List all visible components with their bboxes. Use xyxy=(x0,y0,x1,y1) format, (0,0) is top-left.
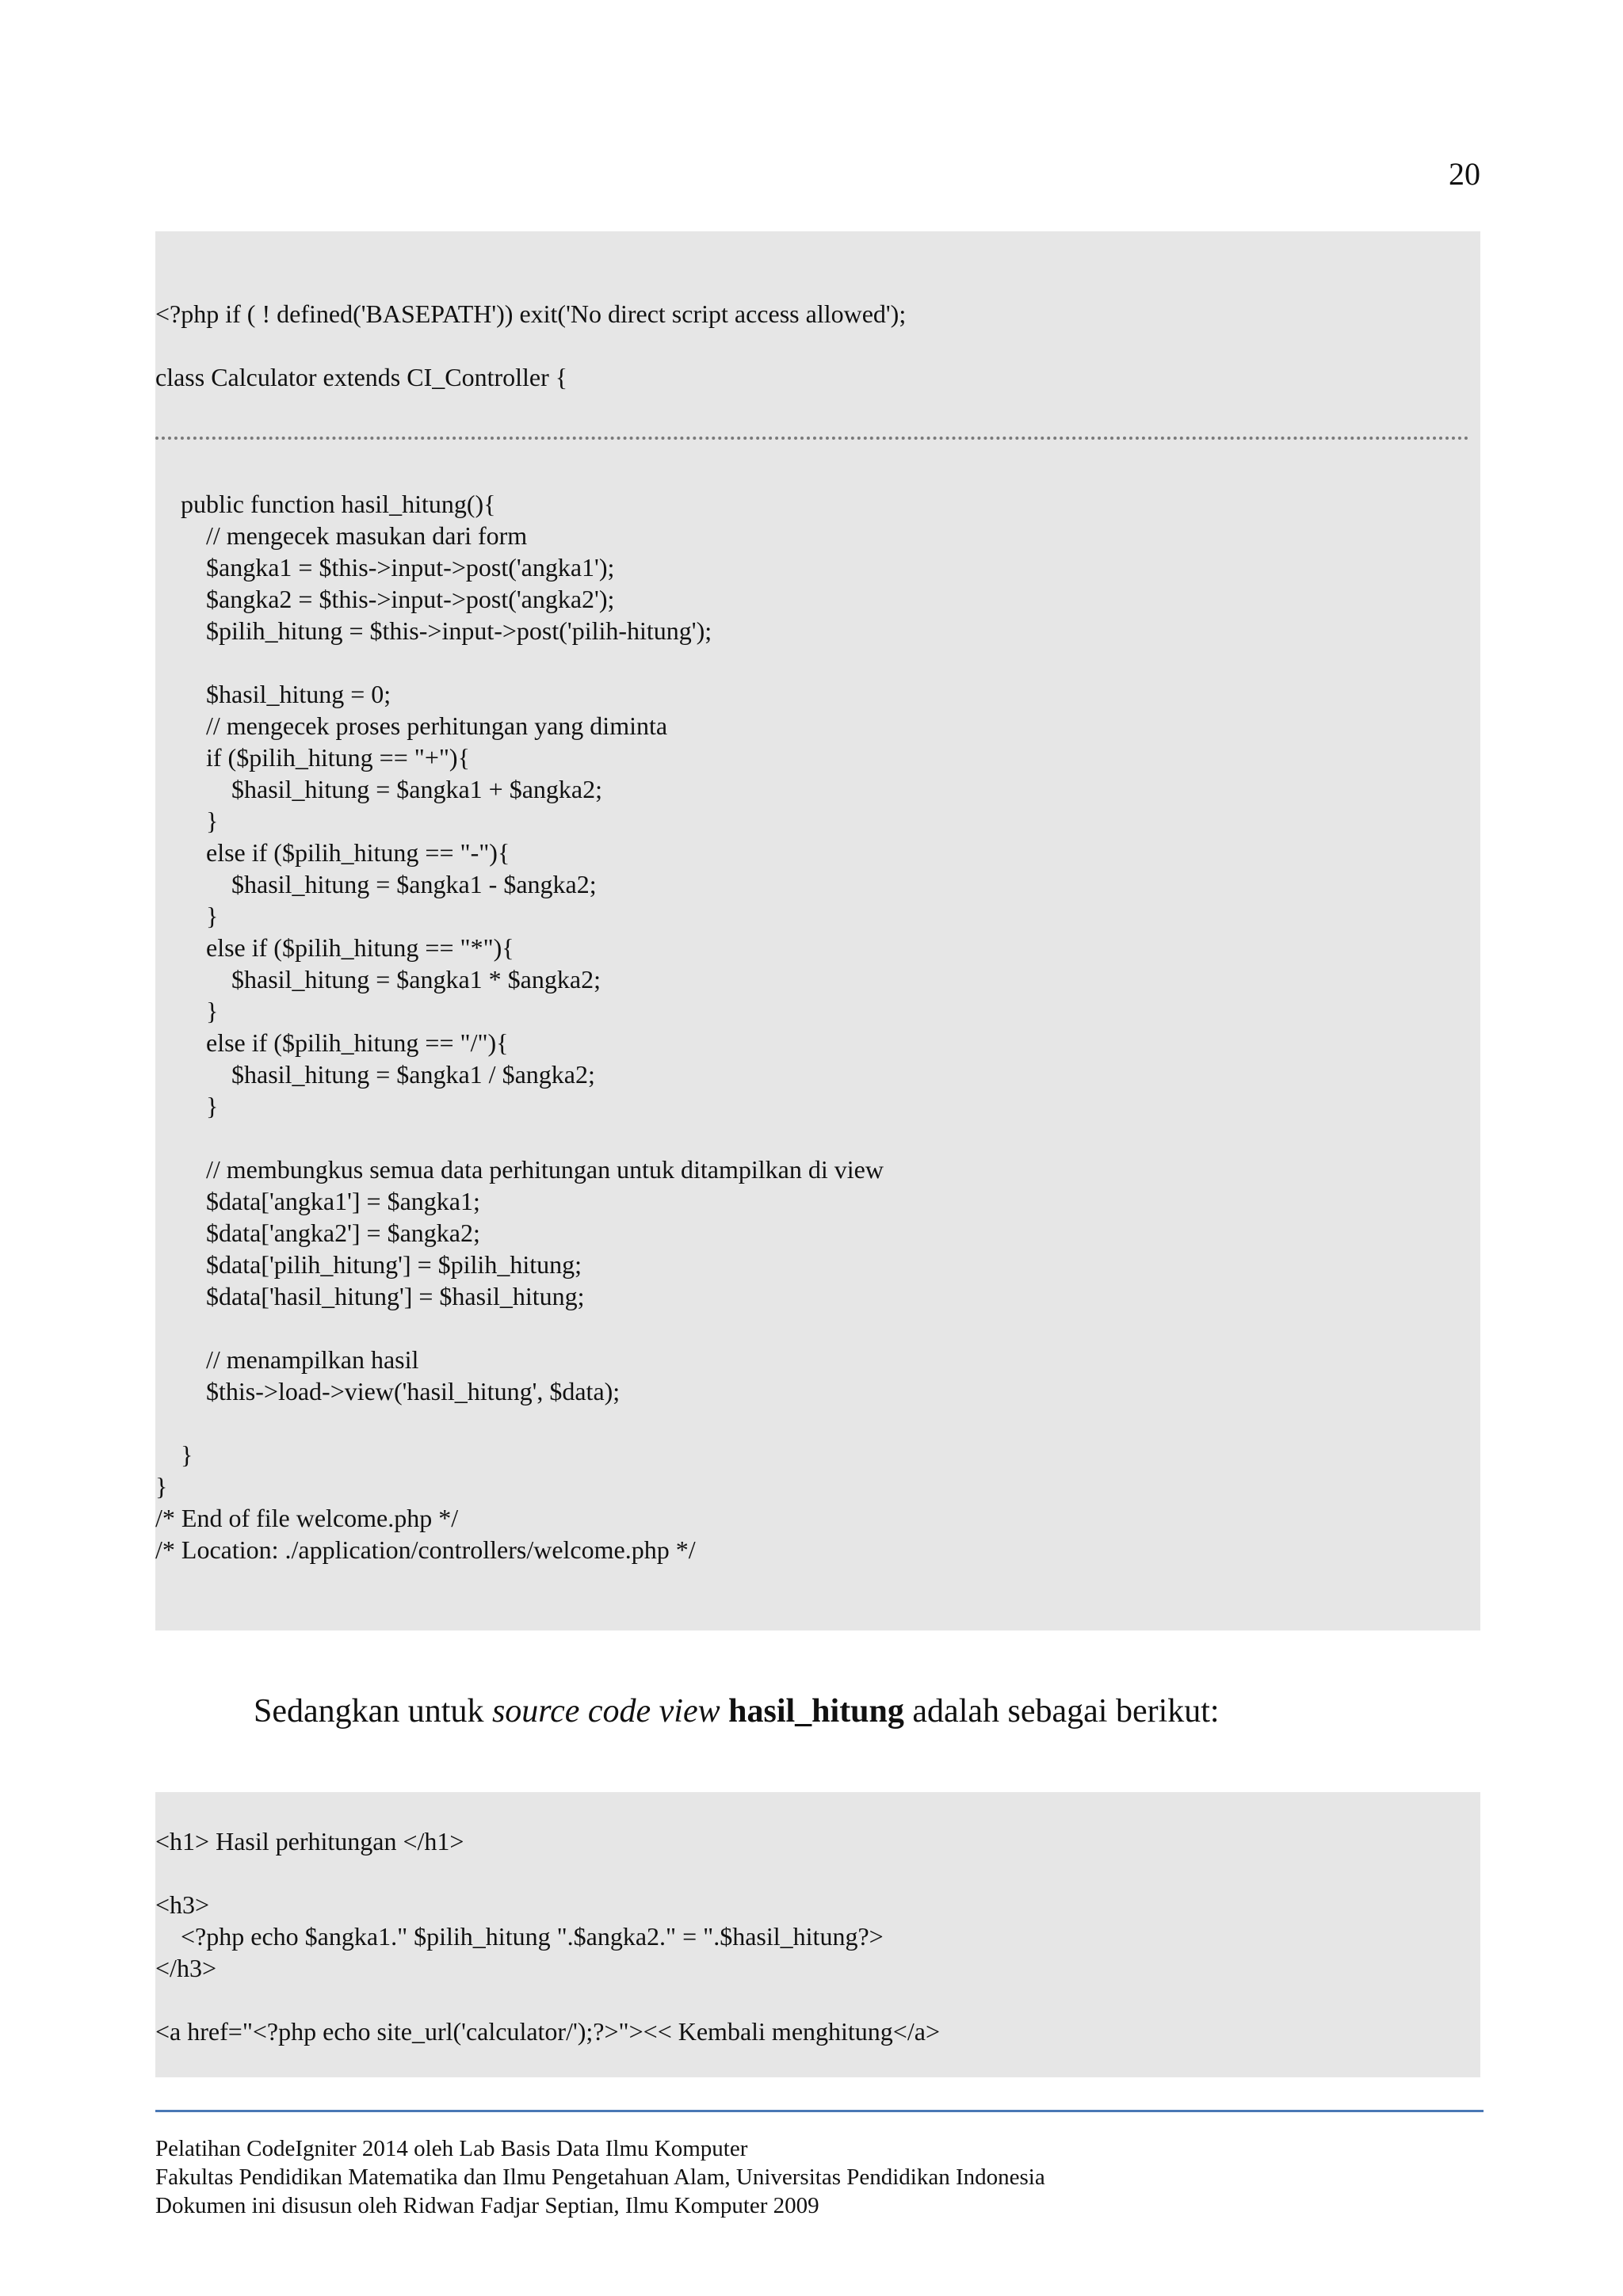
code-line: $angka2 = $this->input->post('angka2'); xyxy=(155,585,615,613)
code-ellipsis-divider xyxy=(155,437,1469,440)
code-line: </h3> xyxy=(155,1954,216,1982)
controller-code-block xyxy=(155,231,1480,1630)
code-line: $hasil_hitung = $angka1 + $angka2; xyxy=(155,775,603,803)
code-line: /* Location: ./application/controllers/welcome.php */ xyxy=(155,1535,696,1564)
code-line: <?php echo $angka1." $pilih_hitung ".$angka2." = ".$hasil_hitung?> xyxy=(155,1922,884,1951)
code-line: /* End of file welcome.php */ xyxy=(155,1504,459,1532)
footer-line: Pelatihan CodeIgniter 2014 oleh Lab Basis Data Ilmu Komputer xyxy=(155,2136,748,2161)
code-line: $hasil_hitung = $angka1 / $angka2; xyxy=(155,1060,595,1089)
code-line: $this->load->view('hasil_hitung', $data); xyxy=(155,1377,621,1405)
view-code-block xyxy=(155,1792,1480,2077)
code-line: else if ($pilih_hitung == "*"){ xyxy=(155,933,514,962)
footer-line: Dokumen ini disusun oleh Ridwan Fadjar Septian, Ilmu Komputer 2009 xyxy=(155,2193,819,2218)
paragraph-italic-term: source code view xyxy=(491,1693,720,1730)
code-line: $data['angka2'] = $angka2; xyxy=(155,1219,480,1247)
code-line: // membungkus semua data perhitungan untuk ditampilkan di view xyxy=(155,1155,884,1184)
code-line: } xyxy=(155,997,219,1025)
code-line: } xyxy=(155,902,219,930)
page-number: 20 xyxy=(1449,156,1480,192)
paragraph-bold-term: hasil_hitung xyxy=(728,1693,904,1730)
code-line: <h1> Hasil perhitungan </h1> xyxy=(155,1827,464,1855)
code-line: $hasil_hitung = $angka1 * $angka2; xyxy=(155,965,601,994)
code-line: } xyxy=(155,1440,193,1469)
code-line: class Calculator extends CI_Controller { xyxy=(155,363,568,391)
code-line: else if ($pilih_hitung == "-"){ xyxy=(155,838,510,867)
code-line: } xyxy=(155,1092,219,1120)
code-line: $data['angka1'] = $angka1; xyxy=(155,1187,480,1215)
footer-line: Fakultas Pendidikan Matematika dan Ilmu Pengetahuan Alam, Universitas Pendidikan Indonesia xyxy=(155,2164,1045,2190)
code-line: if ($pilih_hitung == "+"){ xyxy=(155,743,470,772)
code-line: else if ($pilih_hitung == "/"){ xyxy=(155,1028,509,1057)
code-line: <?php if ( ! defined('BASEPATH')) exit('No direct script access allowed'); xyxy=(155,299,907,328)
paragraph-text: Sedangkan untuk xyxy=(254,1693,492,1730)
code-line: $angka1 = $this->input->post('angka1'); xyxy=(155,553,615,582)
code-line: <a href="<?php echo site_url('calculator/');?>"><< Kembali menghitung</a> xyxy=(155,2017,940,2046)
paragraph-text-end: adalah sebagai berikut: xyxy=(903,1693,1220,1730)
code-line: $pilih_hitung = $this->input->post('pilih-hitung'); xyxy=(155,616,712,645)
code-line: $hasil_hitung = 0; xyxy=(155,680,391,708)
code-line: public function hasil_hitung(){ xyxy=(155,490,496,518)
footer-divider xyxy=(155,2110,1484,2112)
code-line: // mengecek masukan dari form xyxy=(155,521,528,550)
paragraph-space xyxy=(720,1693,729,1730)
code-line: <h3> xyxy=(155,1890,210,1919)
code-line: $data['pilih_hitung'] = $pilih_hitung; xyxy=(155,1250,582,1279)
code-line: $hasil_hitung = $angka1 - $angka2; xyxy=(155,870,597,898)
code-line: $data['hasil_hitung'] = $hasil_hitung; xyxy=(155,1282,585,1310)
code-line: // mengecek proses perhitungan yang diminta xyxy=(155,711,668,740)
code-line: // menampilkan hasil xyxy=(155,1345,419,1374)
code-line: } xyxy=(155,807,219,835)
code-line: } xyxy=(155,1472,168,1501)
intro-paragraph xyxy=(254,1691,1220,1732)
